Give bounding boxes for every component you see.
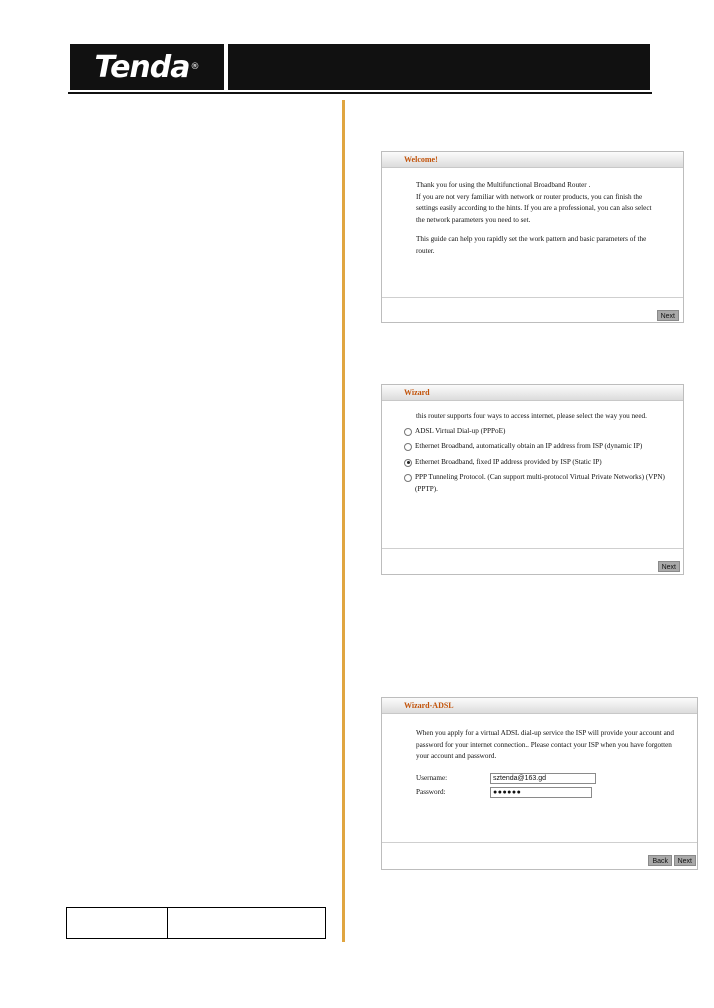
footer-cell-left xyxy=(67,908,168,938)
adsl-panel xyxy=(381,697,698,870)
option-label: Ethernet Broadband, fixed IP address provided by ISP (Static IP) xyxy=(415,457,602,466)
back-button[interactable]: Back xyxy=(648,855,672,866)
footer-table xyxy=(66,907,326,939)
footer-cell-right xyxy=(168,908,325,938)
column-divider xyxy=(342,100,345,942)
next-button[interactable]: Next xyxy=(674,855,696,866)
wizard-panel xyxy=(381,384,684,575)
option-label: ADSL Virtual Dial-up (PPPoE) xyxy=(415,426,506,435)
username-row xyxy=(416,772,677,786)
welcome-title: Welcome! xyxy=(382,152,683,168)
welcome-para-1: Thank you for using the Multifunctional Broadband Router . xyxy=(416,181,591,189)
option-static-ip[interactable] xyxy=(404,457,665,469)
radio-static-ip[interactable] xyxy=(404,459,412,467)
next-button[interactable]: Next xyxy=(658,561,680,572)
option-pptp[interactable] xyxy=(404,472,665,495)
password-row xyxy=(416,786,677,800)
adsl-title: Wizard-ADSL xyxy=(382,698,697,714)
welcome-panel xyxy=(381,151,684,323)
logo-text: Tenda xyxy=(94,49,190,85)
next-button[interactable]: Next xyxy=(657,310,679,321)
option-label: Ethernet Broadband, automatically obtain an IP address from ISP (dynamic IP) xyxy=(415,442,643,450)
username-label: Username: xyxy=(416,773,448,782)
welcome-para-3: This guide can help you rapidly set the work pattern and basic parameters of the router. xyxy=(416,235,647,255)
panel-separator xyxy=(382,842,697,843)
option-dynamic-ip[interactable] xyxy=(404,441,665,453)
panel-separator xyxy=(382,297,683,298)
option-label: PPP Tunneling Protocol. (Can support multi-protocol Virtual Private Networks) (VPN) (PPTP). xyxy=(415,473,665,493)
connection-type-options xyxy=(404,426,665,496)
header-rule xyxy=(68,92,652,94)
radio-dynamic-ip[interactable] xyxy=(404,443,412,451)
radio-pptp[interactable] xyxy=(404,474,412,482)
radio-pppoe[interactable] xyxy=(404,428,412,436)
password-input[interactable]: ●●●●●● xyxy=(490,787,592,798)
adsl-intro: When you apply for a virtual ADSL dial-up service the ISP will provide your account and password for your internet connection.. Please contact your ISP when you have forgotten your account and password. xyxy=(416,729,674,760)
password-label: Password: xyxy=(416,787,446,796)
welcome-para-2: If you are not very familiar with network or router products, you can finish the settings easily according to the hints. If you are a professional, you can also select the network parameters you need to set. xyxy=(416,192,652,224)
username-input[interactable]: sztenda@163.gd xyxy=(490,773,596,784)
registered-mark: ® xyxy=(190,62,200,72)
option-pppoe[interactable] xyxy=(404,426,665,438)
header-bar xyxy=(228,44,650,90)
panel-separator xyxy=(382,548,683,549)
wizard-intro: this router supports four ways to access internet, please select the way you need. xyxy=(416,412,647,420)
tenda-logo xyxy=(70,44,224,90)
wizard-title: Wizard xyxy=(382,385,683,401)
